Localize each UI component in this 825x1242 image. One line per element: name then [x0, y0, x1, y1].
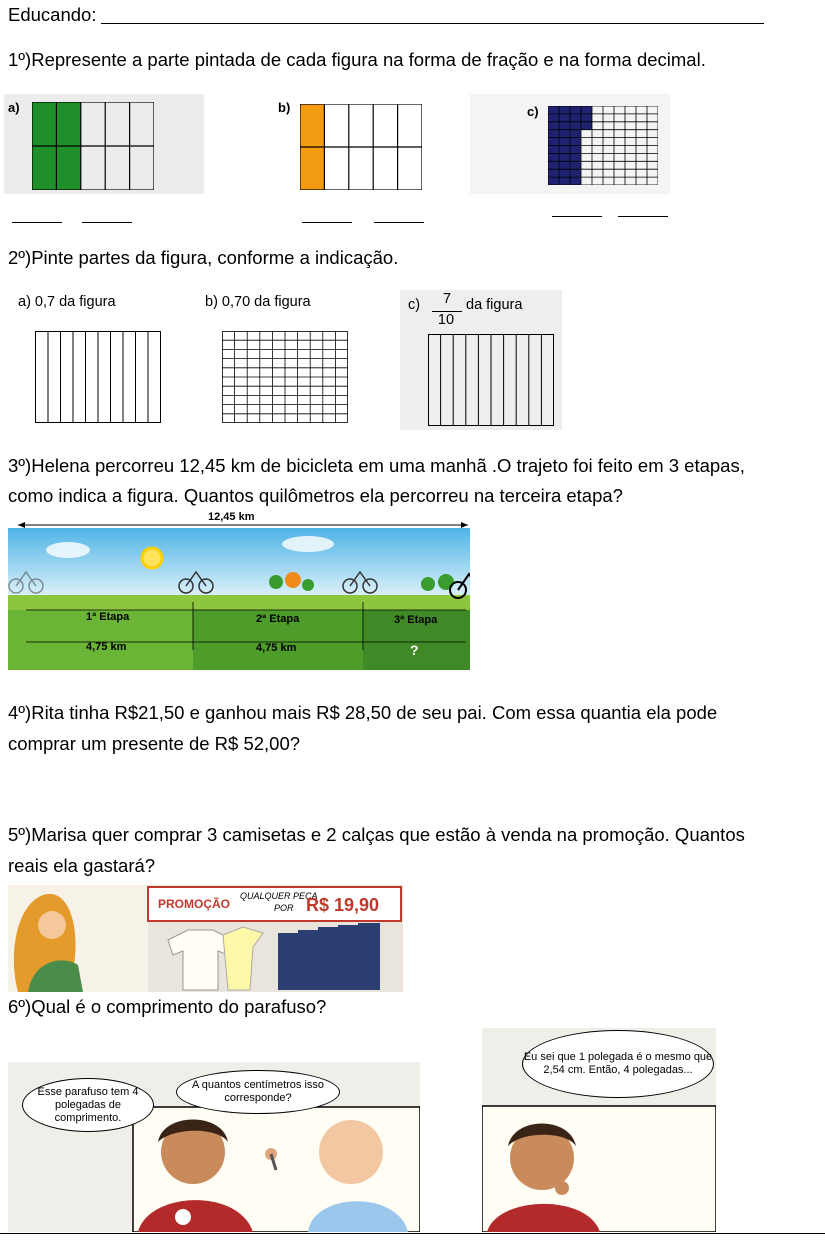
comic-panel-1	[8, 1062, 420, 1232]
promotion-figure	[8, 885, 403, 992]
answer-1b-fraction[interactable]	[302, 222, 352, 223]
speech-bubble-3: Eu sei que 1 polegada é o mesmo que 2,54 cm. Então, 4 polegadas...	[522, 1030, 714, 1098]
answer-1b-decimal[interactable]	[374, 222, 424, 223]
stage-2-distance: 4,75 km	[256, 642, 297, 654]
figure-2c-grid[interactable]	[428, 334, 554, 426]
bike-route-figure	[8, 510, 470, 670]
figure-1a-grid	[32, 102, 154, 190]
figure-2a-grid[interactable]	[35, 331, 161, 423]
question-4-line2: comprar um presente de R$ 52,00?	[8, 733, 301, 754]
question-2-text: 2º)Pinte partes da figura, conforme a indicação.	[8, 247, 399, 268]
student-name-field[interactable]	[101, 23, 764, 24]
question-1-text: 1º)Represente a parte pintada de cada figura na forma de fração e na forma decimal.	[8, 49, 706, 70]
question-5-line1: 5º)Marisa quer comprar 3 camisetas e 2 calças que estão à venda na promoção. Quantos	[8, 824, 745, 845]
figure-1b-label: b)	[278, 100, 291, 115]
stage-1-distance: 4,75 km	[86, 641, 127, 653]
question-4-line1: 4º)Rita tinha R$21,50 e ganhou mais R$ 28,50 de seu pai. Com essa quantia ela pode	[8, 702, 718, 723]
question-3-line1: 3º)Helena percorreu 12,45 km de bicicleta em uma manhã .O trajeto foi feito em 3 etapas,	[8, 455, 745, 476]
question-5-line2: reais ela gastará?	[8, 855, 156, 876]
figure-1b-grid	[300, 104, 422, 190]
answer-1a-fraction[interactable]	[12, 222, 62, 223]
question-3-line2: como indica a figura. Quantos quilômetros ela percorreu na terceira etapa?	[8, 485, 623, 506]
stage-2-label: 2ª Etapa	[256, 613, 300, 625]
question-6-text: 6º)Qual é o comprimento do parafuso?	[8, 996, 327, 1017]
figure-2c-suffix: da figura	[466, 297, 523, 313]
answer-1c-decimal[interactable]	[618, 216, 668, 217]
figure-2b-label: b) 0,70 da figura	[205, 294, 311, 310]
comic-panel-2	[482, 1028, 716, 1232]
figure-2c-prefix: c)	[408, 297, 421, 313]
bottom-rule	[0, 1233, 825, 1234]
promo-price: R$ 19,90	[306, 895, 380, 915]
stage-3-distance: ?	[410, 642, 419, 658]
figure-2a-label: a) 0,7 da figura	[18, 294, 116, 310]
stage-3-label: 3ª Etapa	[394, 614, 438, 626]
student-label: Educando:	[8, 4, 97, 25]
figure-2c-denominator: 10	[437, 312, 455, 328]
figure-1c-label: c)	[527, 104, 539, 119]
speech-bubble-2: A quantos centímetros isso corresponde?	[176, 1070, 340, 1114]
answer-1c-fraction[interactable]	[552, 216, 602, 217]
answer-1a-decimal[interactable]	[82, 222, 132, 223]
figure-1c-grid[interactable]	[548, 106, 658, 185]
stage-1-label: 1ª Etapa	[86, 611, 130, 623]
total-distance: 12,45 km	[208, 511, 255, 523]
speech-bubble-1: Esse parafuso tem 4 polegadas de comprimento.	[22, 1078, 154, 1132]
promo-any-piece: QUALQUER PEÇA	[240, 891, 318, 901]
figure-1a-label: a)	[8, 100, 20, 115]
figure-2c-numerator: 7	[442, 291, 452, 307]
figure-2b-grid[interactable]	[222, 331, 348, 423]
promo-per: POR	[274, 903, 294, 913]
promo-title: PROMOÇÃO	[158, 897, 230, 911]
